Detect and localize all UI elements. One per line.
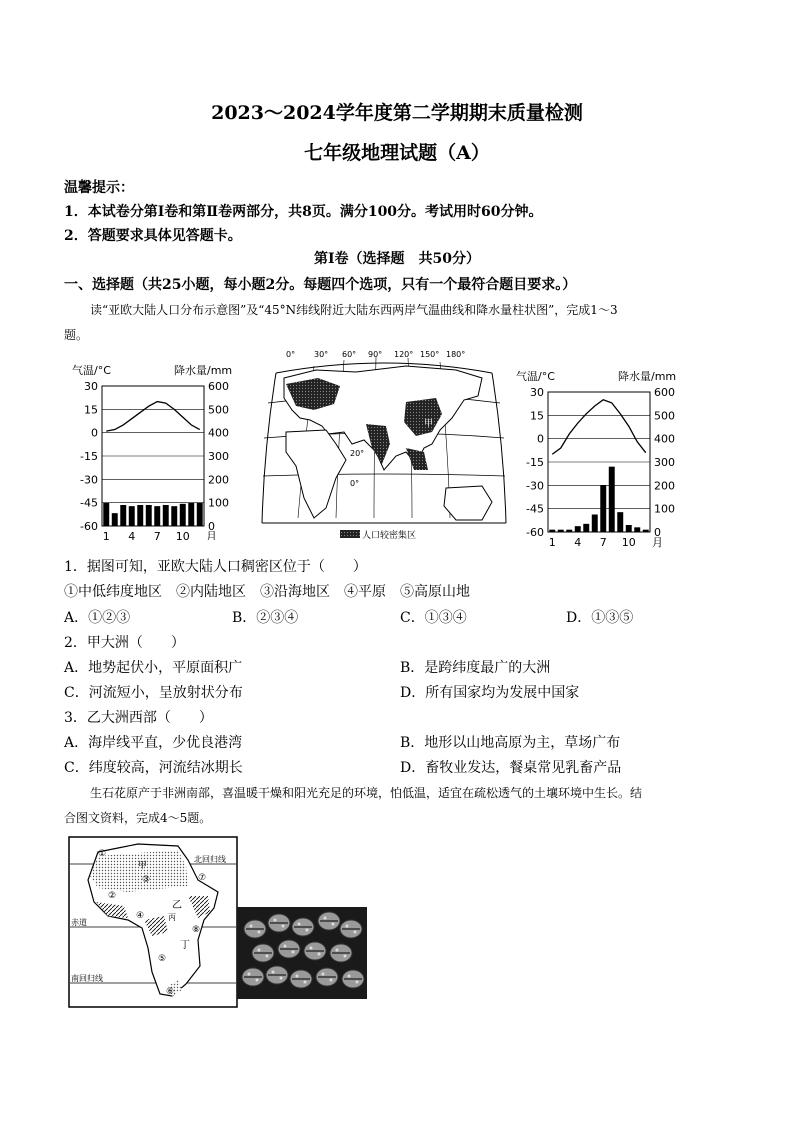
precip-bar — [617, 512, 623, 532]
lithops-dot — [348, 975, 351, 978]
precip-axis-label: 降水量/mm — [174, 364, 233, 377]
precip-bar — [592, 515, 598, 533]
precip-bar — [154, 506, 160, 526]
precip-bar — [120, 505, 126, 526]
month-tick-label: 1 — [548, 536, 556, 549]
africa-map — [68, 836, 238, 1008]
lithops-dot — [332, 923, 335, 926]
question-3-option-b[interactable]: B．地形以山地高原为主，草场广布 — [400, 735, 621, 751]
month-tick-label: 4 — [128, 530, 136, 540]
marker-2: ② — [108, 891, 117, 901]
temp-tick-label: 30 — [84, 380, 98, 393]
question-2-stem: 2．甲大洲（ ） — [64, 635, 185, 651]
passage-2-line-2: 合图文资料，完成4～5题。 — [64, 811, 212, 825]
lithops-dot — [284, 945, 287, 948]
lon-label: 30° — [314, 350, 329, 359]
marker-6: ⑥ — [166, 987, 175, 997]
month-unit-label: 月 — [652, 536, 663, 549]
lithops-dot — [282, 925, 285, 928]
lithops-dot — [318, 953, 321, 956]
marker-4: ④ — [136, 911, 145, 921]
marker-3: ③ — [142, 875, 151, 885]
lithops-dot — [322, 973, 325, 976]
australia-outline — [444, 486, 492, 520]
temp-tick-label: 15 — [530, 409, 544, 423]
lithops-dot — [298, 923, 301, 926]
month-tick-label: 4 — [574, 536, 582, 549]
lithops-dot — [256, 979, 259, 982]
question-3-option-a[interactable]: A．海岸线平直，少优良港湾 — [64, 735, 243, 751]
precip-bar — [634, 527, 640, 532]
marker-5: ⑤ — [158, 954, 167, 964]
climate-chart-left — [64, 360, 254, 540]
precip-tick-label: 400 — [208, 426, 229, 440]
question-1-option-d[interactable]: D．①③⑤ — [566, 610, 634, 626]
temp-tick-label: -15 — [80, 450, 98, 463]
precip-bar — [171, 506, 177, 526]
precip-bar — [180, 504, 186, 526]
temp-tick-label: -60 — [526, 526, 544, 539]
question-2-option-a[interactable]: A．地势起伏小，平原面积广 — [64, 660, 243, 676]
temp-curve — [106, 402, 200, 432]
lon-label: 0° — [286, 350, 296, 359]
lithops-dot — [336, 949, 339, 952]
tip-item: 2．答题要求具体见答题卡。 — [64, 228, 242, 244]
precip-bar — [583, 524, 589, 532]
lithops-dot — [346, 925, 349, 928]
lon-label: 90° — [368, 350, 383, 359]
question-2-option-d[interactable]: D．所有国家均为发展中国家 — [400, 685, 580, 701]
lithops-dot — [258, 949, 261, 952]
lon-label: 120° — [394, 350, 414, 359]
month-tick-label: 10 — [175, 530, 190, 540]
legend-label: 人口较密集区 — [362, 531, 417, 540]
lithops-dot — [248, 973, 251, 976]
page-subtitle: 七年级地理试题（A） — [304, 142, 490, 164]
temp-axis-label: 气温/°C — [72, 364, 111, 377]
precip-tick-label: 400 — [654, 432, 675, 446]
temp-tick-label: -45 — [526, 502, 544, 516]
lithops-dot — [324, 917, 327, 920]
temp-tick-label: -15 — [526, 456, 544, 469]
precip-tick-label: 300 — [654, 456, 675, 469]
precip-tick-label: 100 — [654, 502, 675, 516]
climate-chart-right — [510, 366, 700, 552]
precip-tick-label: 500 — [654, 409, 675, 423]
precip-bar — [163, 505, 169, 526]
precip-bar — [103, 503, 109, 526]
tip-item: 1．本试卷分第Ⅰ卷和第Ⅱ卷两部分，共8页。满分100分。考试用时60分钟。 — [64, 204, 543, 220]
precip-bar — [197, 503, 203, 526]
precip-bar — [129, 506, 135, 526]
lithops-dot — [344, 955, 347, 958]
precip-axis-label: 降水量/mm — [618, 370, 677, 383]
lon-label: 60° — [342, 350, 357, 359]
region-bing: 丙 — [168, 913, 176, 922]
region-jia: 甲 — [138, 861, 148, 871]
lithops-dot — [330, 979, 333, 982]
precip-tick-label: 0 — [654, 526, 661, 539]
lithops-dot — [274, 919, 277, 922]
temp-tick-label: -30 — [80, 473, 98, 487]
question-1-option-c[interactable]: C．①③④ — [400, 610, 467, 626]
passage-2-line-1: 生石花原产于非洲南部，喜温暖干燥和阳光充足的环境，怕低温，适宜在疏松透气的土壤环境中生长。结 — [90, 786, 643, 800]
lat-label: 20° — [350, 449, 365, 458]
temp-axis-label: 气温/°C — [516, 370, 555, 383]
precip-bar — [643, 530, 649, 532]
passage-1-line-2: 题。 — [64, 328, 89, 342]
precip-bar — [112, 513, 118, 526]
month-tick-label: 7 — [153, 530, 161, 540]
question-1-option-b[interactable]: B．②③④ — [232, 610, 299, 626]
marker-1: ① — [98, 849, 107, 859]
question-3-option-d[interactable]: D．畜牧业发达，餐桌常见乳畜产品 — [400, 760, 622, 776]
lat-label: 0° — [350, 479, 360, 488]
lithops-dot — [292, 951, 295, 954]
marker-8: ⑧ — [192, 925, 201, 935]
precip-bar — [626, 525, 632, 532]
question-1-sub: ①中低纬度地区 ②内陆地区 ③沿海地区 ④平原 ⑤高原山地 — [64, 584, 470, 600]
temp-tick-label: -45 — [80, 496, 98, 510]
precip-bar — [600, 485, 606, 532]
temp-tick-label: -60 — [80, 520, 98, 533]
temp-tick-label: 30 — [530, 386, 544, 399]
month-tick-label: 7 — [599, 536, 607, 549]
lithops-dot — [310, 947, 313, 950]
lithops-dot — [258, 931, 261, 934]
africa-outline — [286, 430, 346, 518]
lon-label: 150° — [420, 350, 440, 359]
lithops-dot — [266, 955, 269, 958]
precip-bar — [609, 467, 615, 532]
precip-tick-label: 200 — [208, 473, 229, 487]
question-3-option-c[interactable]: C．纬度较高，河流结冰期长 — [64, 760, 243, 776]
region-ding: 丁 — [180, 940, 190, 951]
temp-curve — [552, 400, 646, 454]
question-2-option-c[interactable]: C．河流短小，呈放射状分布 — [64, 685, 243, 701]
lithops-dot — [250, 925, 253, 928]
lithops-dot — [354, 931, 357, 934]
month-tick-label: 10 — [621, 536, 636, 549]
lithops-dot — [272, 971, 275, 974]
precip-bar — [146, 505, 152, 526]
month-tick-label: 1 — [102, 530, 110, 540]
question-3-stem: 3．乙大洲西部（ ） — [64, 710, 213, 726]
precip-tick-label: 100 — [208, 496, 229, 510]
lithops-dot — [304, 981, 307, 984]
precip-tick-label: 600 — [654, 386, 675, 399]
precip-bar — [566, 530, 572, 532]
north-tropic-label: 北回归线 — [194, 855, 226, 864]
lithops-dot — [356, 981, 359, 984]
precip-bar — [188, 503, 194, 526]
population-dense-southeast-asia — [406, 448, 428, 470]
precip-bar — [575, 526, 581, 532]
south-tropic-label: 南回归线 — [71, 974, 103, 983]
precip-bar — [137, 505, 143, 526]
section-title: 第Ⅰ卷（选择题 共50分） — [313, 251, 481, 267]
lithops-dot — [306, 929, 309, 932]
tips-heading: 温馨提示： — [64, 180, 134, 196]
marker-7: ⑦ — [198, 873, 207, 883]
equator-label: 赤道 — [71, 918, 87, 927]
precip-tick-label: 0 — [208, 520, 215, 533]
temp-tick-label: 0 — [91, 426, 98, 440]
region-jia-label: 甲 — [424, 419, 434, 429]
lithops-dot — [280, 977, 283, 980]
lithops-photo — [237, 907, 367, 999]
region-yi: 乙 — [172, 900, 182, 911]
temp-tick-label: 15 — [84, 403, 98, 417]
legend-swatch — [340, 530, 360, 538]
map-meridian — [262, 373, 276, 523]
page-title: 2023～2024学年度第二学期期末质量检测 — [211, 102, 583, 124]
lithops-dot — [296, 975, 299, 978]
precip-tick-label: 300 — [208, 450, 229, 463]
section-instruction: 一、选择题（共25小题，每小题2分。每题四个选项，只有一个最符合题目要求。） — [64, 277, 577, 293]
lon-label: 180° — [446, 350, 466, 359]
temp-tick-label: -30 — [526, 479, 544, 493]
question-1-stem: 1．据图可知，亚欧大陆人口稠密区位于（ ） — [64, 559, 367, 575]
precip-bar — [558, 530, 564, 532]
precip-bar — [549, 530, 555, 532]
precip-tick-label: 500 — [208, 403, 229, 417]
question-2-option-b[interactable]: B．是跨纬度最广的大洲 — [400, 660, 551, 676]
temp-tick-label: 0 — [537, 432, 544, 446]
month-unit-label: 月 — [206, 530, 217, 540]
question-1-option-a[interactable]: A．①②③ — [64, 610, 131, 626]
asia-europe-map — [256, 348, 512, 540]
map-meridian — [492, 373, 506, 523]
precip-tick-label: 600 — [208, 380, 229, 393]
passage-1-line-1: 读“亚欧大陆人口分布示意图”及“45°N纬线附近大陆东西两岸气温曲线和降水量柱状图”，完成1～3 — [90, 303, 618, 317]
precip-tick-label: 200 — [654, 479, 675, 493]
